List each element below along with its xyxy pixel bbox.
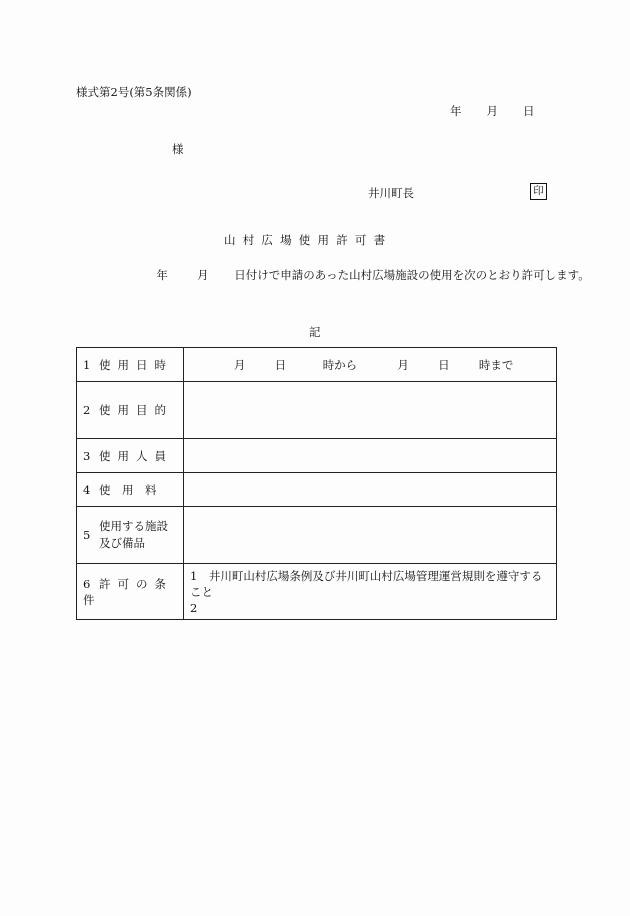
day-1: 日: [274, 357, 287, 372]
document-title: 山村広場使用許可書: [224, 233, 393, 247]
table-row: [77, 507, 557, 564]
row-number: 1: [83, 357, 91, 372]
row-label: [77, 507, 184, 564]
table-row: [77, 473, 557, 507]
row-label: [77, 473, 184, 507]
usage-fee-value: [184, 473, 557, 507]
row-label-text: 使用目的: [99, 403, 173, 417]
row-label: [77, 382, 184, 439]
condition-item: 1 井川町山村広場条例及び井川町山村広場管理運営規則を遵守すること: [190, 568, 543, 599]
row-label-text: 許可の条件: [83, 576, 173, 607]
day-2: 日: [438, 357, 450, 372]
facilities-value: [184, 507, 557, 564]
permit-table: [76, 347, 557, 620]
row-number: 2: [83, 403, 91, 417]
condition-item: 2: [190, 600, 198, 615]
row-label: [77, 439, 184, 473]
date-line: [450, 103, 535, 119]
body-year: 年: [156, 268, 168, 282]
usage-purpose-value: [184, 382, 557, 439]
row-label-line2: 及び備品: [99, 536, 145, 550]
body-text-main: 日付けで申請のあった山村広場施設の使用を次のとおり許可します。: [234, 268, 590, 282]
note-heading: 記: [309, 325, 321, 339]
usage-datetime-value: [184, 348, 557, 382]
row-label-text: 使用日時: [99, 357, 173, 372]
date-month: 月: [486, 104, 498, 118]
conditions-value: [184, 564, 557, 620]
date-day: 日: [523, 104, 535, 118]
row-label: [77, 348, 184, 382]
row-label-line1: 使用する施設: [99, 519, 168, 533]
row-number: 5: [83, 528, 91, 542]
date-year: 年: [450, 104, 462, 118]
row-number: 6: [83, 576, 91, 591]
addressee-suffix: 様: [172, 142, 184, 156]
row-label: [77, 564, 184, 620]
to-time: 時まで: [478, 357, 514, 372]
body-text: [76, 266, 590, 285]
issuer: 井川町長: [368, 186, 414, 200]
month-2: 月: [397, 357, 409, 372]
form-number: 様式第2号(第5条関係): [76, 85, 192, 99]
seal-mark: 印: [530, 183, 547, 200]
row-number: 4: [83, 482, 91, 497]
table-row: [77, 439, 557, 473]
row-label-text: 使 用 料: [99, 482, 157, 497]
table-row: [77, 564, 557, 620]
month-1: 月: [233, 357, 246, 372]
row-number: 3: [83, 448, 91, 463]
row-label-text: 使用人員: [99, 448, 173, 463]
usage-people-value: [184, 439, 557, 473]
body-month: 月: [197, 268, 209, 282]
table-row: [77, 348, 557, 382]
table-row: [77, 382, 557, 439]
from-time: 時から: [322, 357, 358, 372]
